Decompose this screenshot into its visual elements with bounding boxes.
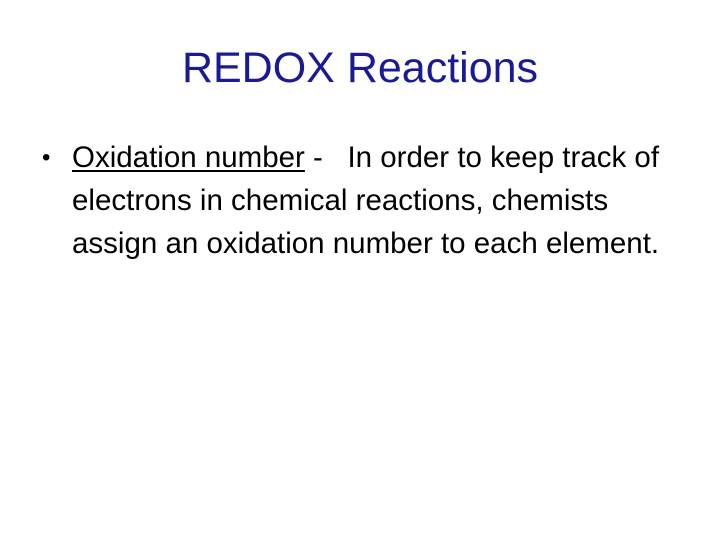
- bullet-list: [42, 136, 682, 265]
- bullet-marker: •: [42, 144, 51, 171]
- slide-title: REDOX Reactions: [181, 44, 539, 92]
- bullet-text: In order to keep track of electrons in chemical reactions, chemists assign an oxidation number to each element.: [72, 141, 660, 260]
- term-separator: -: [304, 141, 348, 174]
- bullet-item: [42, 136, 682, 265]
- term-oxidation-number: Oxidation number: [72, 141, 305, 174]
